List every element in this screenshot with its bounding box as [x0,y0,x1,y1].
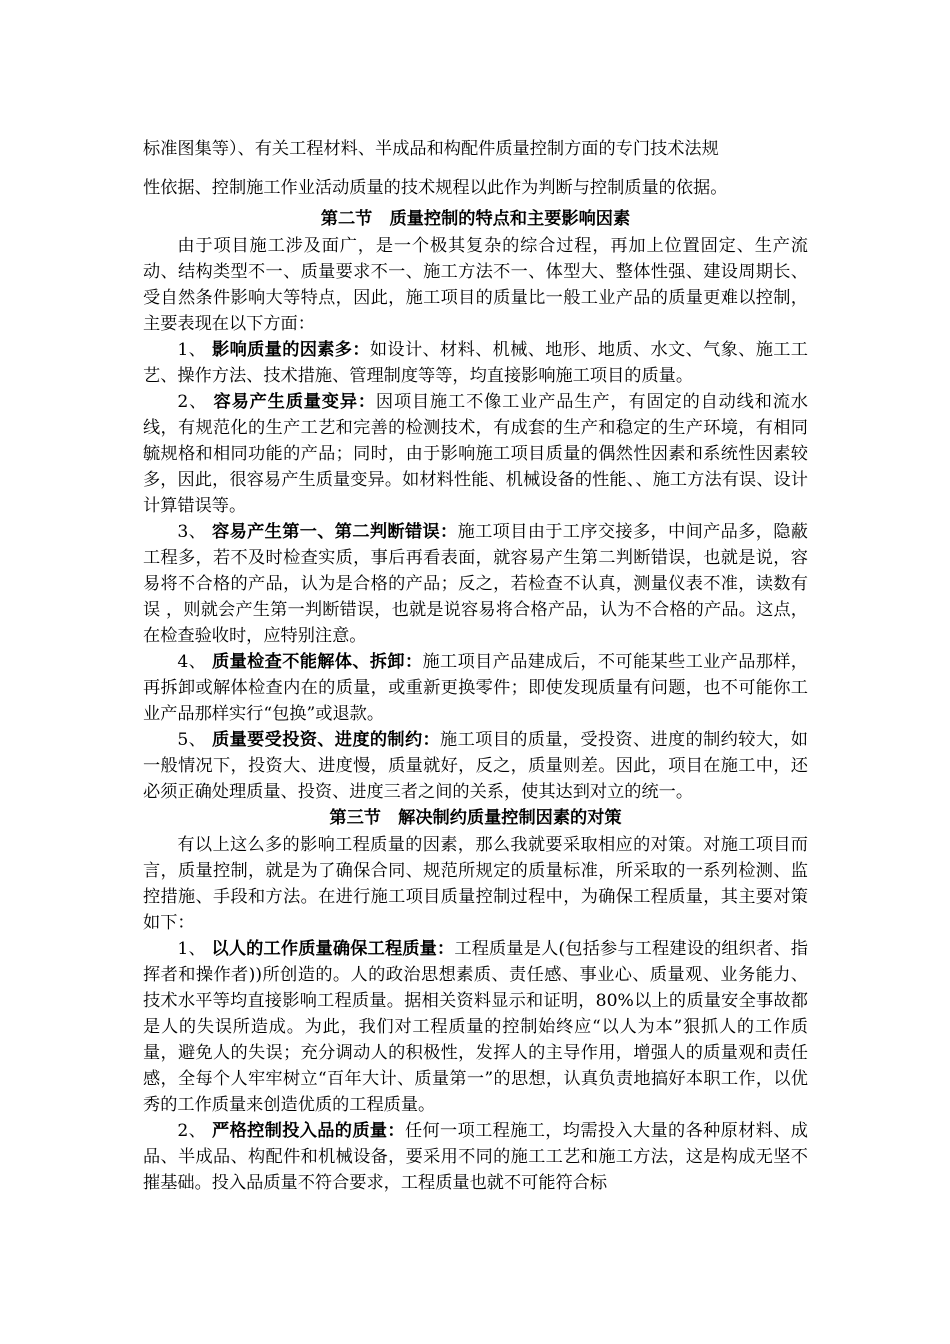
item-number: 1、 [177,939,206,959]
item-title: 质量检查不能解体、拆卸： [212,652,423,672]
item-text: 任何一项工程施工，均需投入大量的各种原材料、成品、半成品、构配件和机械设备，要采用不同的施工工艺和施工方法，这是构成无坚不摧基础。投入品质量不符合要求，工程质量也就不可能符合标 [143,1121,808,1193]
item-text: 施工项目的质量，受投资、进度的制约较大，如一般情况下，投资大、进度慢，质量就好，反之，质量则差。因此，项目在施工中，还必须正确处理质量、投资、进度三者之间的关系，使其达到对立的统一。 [143,730,808,802]
item-title: 容易产生质量变异： [213,392,376,412]
item-number: 5、 [177,730,207,750]
item-number: 3、 [177,522,207,542]
section-2-item-1 [143,337,808,389]
document-page [143,128,808,1196]
section-2-intro: 由于项目施工涉及面广，是一个极其复杂的综合过程，再加上位置固定、生产流动、结构类型不一、质量要求不一、施工方法不一、体型大、整体性强、建设周期长、受自然条件影响大等特点，因此，施工项目的质量比一般工业产品的质量更难以控制，主要表现在以下方面： [143,236,808,334]
item-number: 2、 [177,392,208,412]
section-3-heading: 第三节 解决制约质量控制因素的对策 [329,808,622,828]
item-title: 影响质量的因素多： [212,340,370,360]
item-number: 1、 [177,340,207,360]
section-2-heading: 第二节 质量控制的特点和主要影响因素 [320,209,631,229]
item-title: 质量要受投资、进度的制约： [212,730,441,750]
item-title: 以人的工作质量确保工程质量： [211,939,455,959]
item-text: 如设计、材料、机械、地形、地质、水文、气象、施工工艺、操作方法、技术措施、管理制度等等，均直接影响施工项目的质量。 [143,340,808,386]
section-2-item-3 [143,519,808,649]
item-text: 因项目施工不像工业产品生产，有固定的自动线和流水线，有规范化的生产工艺和完善的检测技术，有成套的生产和稳定的生产环境，有相同毓规格和相同功能的产品；同时，由于影响施工项目质量的偶然性因素和系统性因素较多，因此，很容易产生质量变异。如材料性能、机械设备的性能、、施工方法有误、设计计算错误等。 [143,392,808,516]
section-2-item-4 [143,649,808,727]
item-number: 2、 [177,1121,207,1141]
section-2-item-5 [143,727,808,805]
item-text: 施工项目由于工序交接多，中间产品多，隐蔽工程多，若不及时检查实质，事后再看表面，就容易产生第二判断错误，也就是说，容易将不合格的产品，认为是合格的产品；反之，若检查不认真，测量仪表不准，读数有误 ，则就会产生第一判断错误，也就是说容易将合格产品，认为不合格的产品。这点，在检查验收时，应特别注意。 [143,522,808,646]
item-title: 严格控制投入品的质量： [212,1121,405,1141]
item-title: 容易产生第一、第二判断错误： [212,522,458,542]
section-2-item-2 [143,389,808,519]
item-number: 4、 [177,652,207,672]
section-3-item-1 [143,936,808,1118]
section-3-item-2 [143,1118,808,1196]
item-text: 工程质量是人(包括参与工程建设的组织者、指挥者和操作者))所创造的。人的政治思想素质、责任感、事业心、质量观、业务能力、技术水平等均直接影响工程质量。据相关资料显示和证明，80%以上的质量安全事故都是人的失误所造成。为此，我们对工程质量的控制始终应“以人为本”狠抓人的工作质量，避免人的失误；充分调动人的积极性，发挥人的主导作用，增强人的质量观和责任感，全每个人牢牢树立“百年大计、质量第一”的思想，认真负责地搞好本职工作，以优秀的工作质量来创造优质的工程质量。 [143,939,808,1115]
item-text: 施工项目产品建成后，不可能某些工业产品那样，再拆卸或解体检查内在的质量，或重新更换零件；即使发现质量有问题，也不可能你工业产品那样实行“包换”或退款。 [143,652,808,724]
section-3-intro: 有以上这么多的影响工程质量的因素，那么我就要采取相应的对策。对施工项目而言，质量控制，就是为了确保合同、规范所规定的质量标准，所采取的一系列检测、监控措施、手段和方法。在进行施工项目质量控制过程中，为确保工程质量，其主要对策如下： [143,835,808,933]
intro-line-2: 性依据、控制施工作业活动质量的技术规程以此作为判断与控制质量的依据。 [143,178,728,198]
intro-line-1: 标准图集等）、有关工程材料、半成品和构配件质量控制方面的专门技术法规 [143,139,719,159]
